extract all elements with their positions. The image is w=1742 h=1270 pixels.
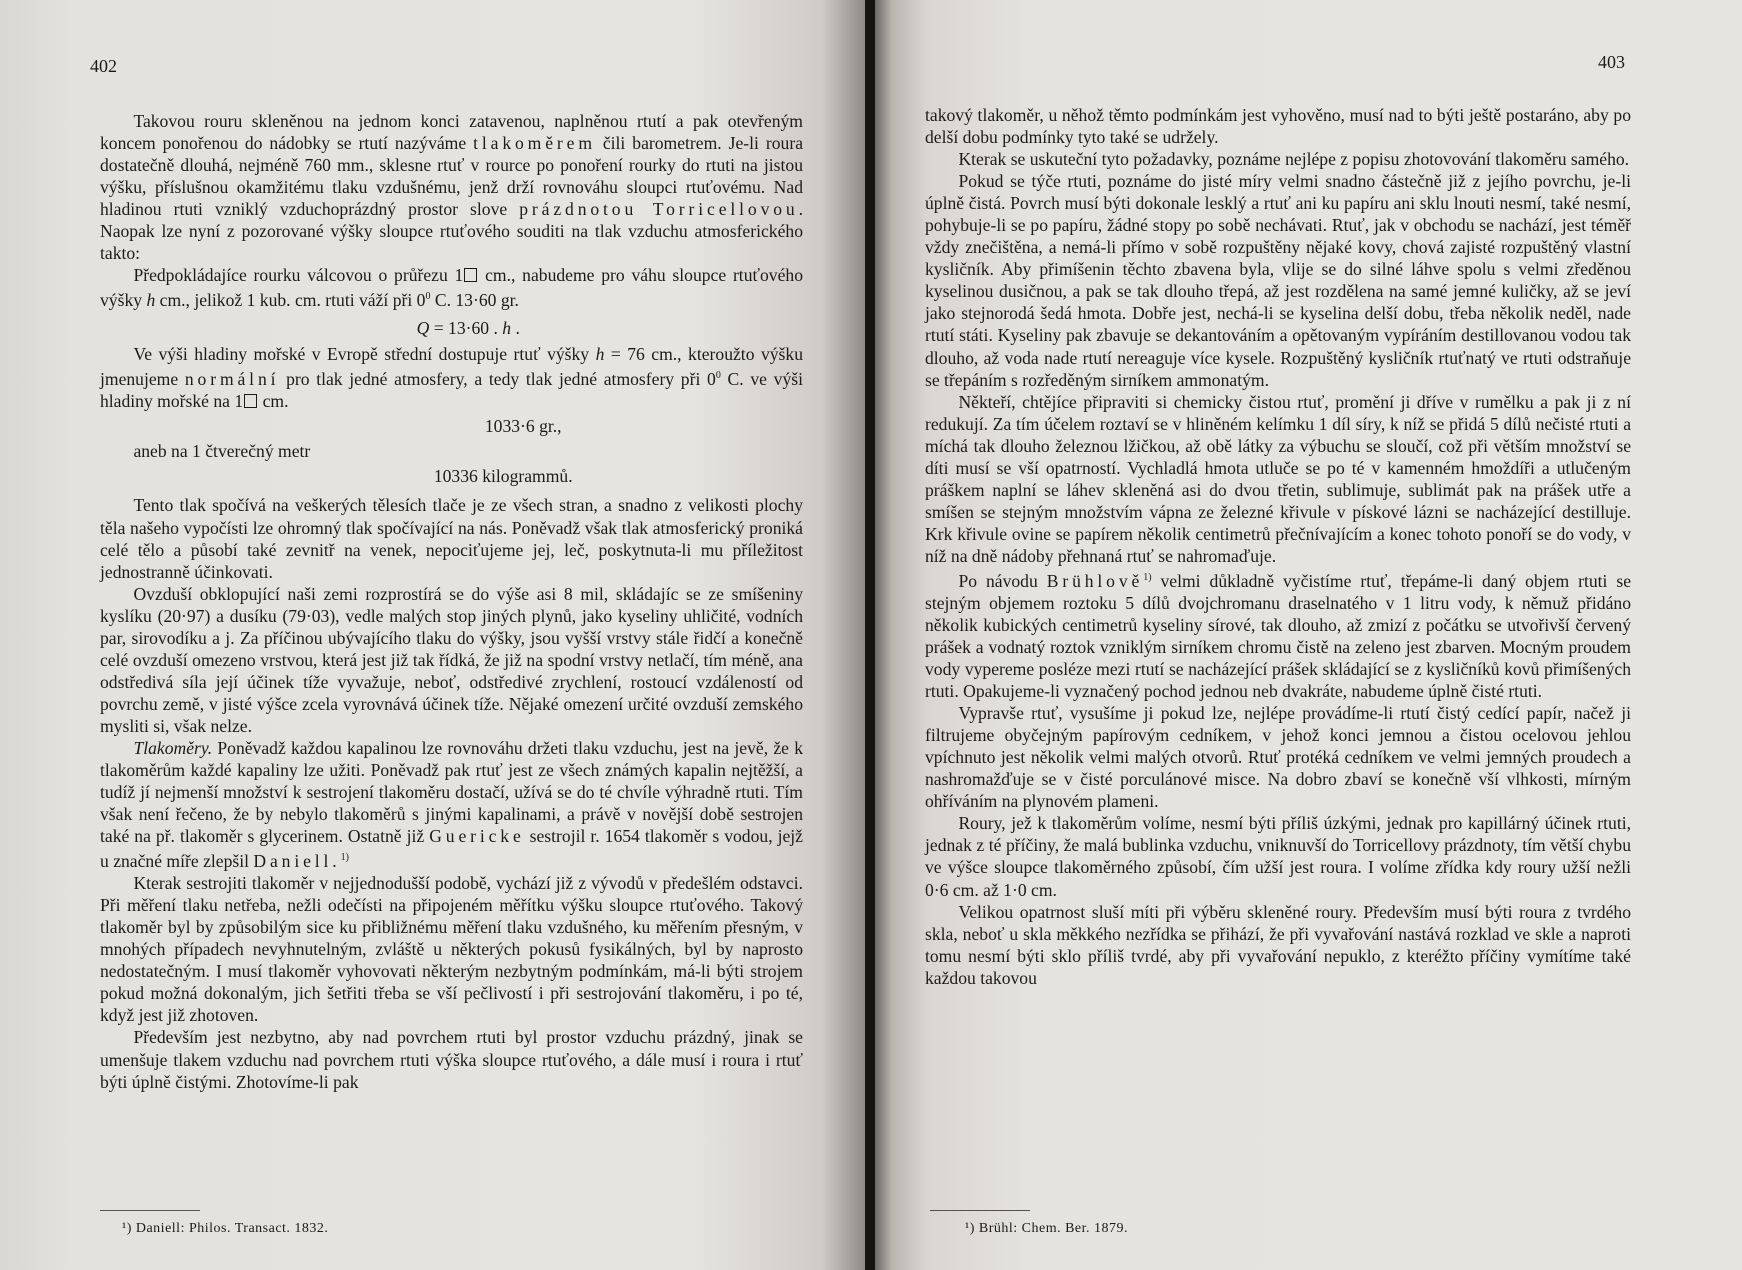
footnote: ¹) Daniell: Philos. Transact. 1832.: [122, 1221, 329, 1236]
paragraph: Velikou opatrnost sluší míti při výběru skleněné roury. Především musí býti roura z tvrdého skla, neboť u skla měkkého nezřídka se přihází, že při vyvařování nastává rozklad ve skle a naproti tomu nesmí býti sklo příliš tvrdé, aby při vyvařování nepuklo, z kteréžto příčiny vymítíme také každou takovou: [925, 901, 1631, 988]
paragraph: Předpokládajíce rourku válcovou o průřezu 1 cm., nabudeme pro váhu sloupce rtuťového výšky h cm., jelikož 1 kub. cm. rtuti váží při $0^0$ C. 13·60 gr.: [100, 265, 804, 311]
paragraph: Někteří, chtějíce připraviti si chemicky čistou rtuť, promění ji dříve v rumělku a pak ji z ní redukují. Za tím účelem roztaví se v hliněném kelímku 1 díl síry, k níž se přidá 5 dílů nečisté rtuti a míchá tak dlouho železnou lžičkou, až obě látky za výbuchu se sloučí, což při větším množství se díti musí se vší opatrností. Vychladlá hmota utluče se po té v kamenném hmoždíři a utlučeným práškem naplní se láhev skleněná asi do dvou třetin, sublimuje, sublimát pak na prášek utře a smíšen se stejným množstvím vápna ze železné křivule v pískové lázni se nacházející destilluje. Krk křivule ovine se papírem několik centimetrů přečnívajícím a konec tohoto ponoří se do vody, v níž na dně nádoby přehnaná rtuť se nahromaďuje.: [925, 391, 1631, 566]
footnote: ¹) Brühl: Chem. Ber. 1879.: [965, 1221, 1129, 1236]
paragraph: Tento tlak spočívá na veškerých tělesích tlače je ze všech stran, a snadno z velikosti plochy těla našeho vypočísti lze ohromný tlak spočívající na nás. Poněvadž však tlak atmosferický proniká celé tělo a působí také zevnitř na venek, nepociťujeme jej, leč, poskytnuta-li mu příležitost jednostranně účinkovati.: [100, 495, 803, 582]
per-metre-text: aneb na 1 čtverečný metr: [133, 441, 311, 462]
paragraph: Především jest nezbytno, aby nad povrchem rtuti byl prostor vzduchu prázdný, jinak se umenšuje tlakem vzduchu nad povrchem rtuti výška sloupce rtuťového, a dále musí i roura i rtuť býti úplně čistými. Zhotovíme-li pak: [100, 1027, 803, 1092]
paragraph: Roury, jež k tlakoměrům volíme, nesmí býti příliš úzkými, jednak pro kapillárný účinek rtuti, jednak z té příčiny, že malá bublinka vzduchu, vniknuvší do Torricellovy prázdnoty, tím větší chybu ve výšce sloupce tlakoměrného způsobí, čím užší jest roura. I volíme zřídka kdy roury užší nežli 0·6 cm. až 1·0 cm.: [925, 813, 1631, 900]
superscript: 1): [1143, 571, 1152, 583]
equation-variable: Q: [416, 318, 430, 339]
spaced-term: Brühlově: [1046, 570, 1144, 591]
paragraph: Tlakoměry. Poněvadž každou kapalinou lze rovnováhu držeti tlaku vzduchu, jest na jevě, že k tlakoměrům každé kapaliny lze užiti. Poněvadž pak rtuť jest ze všech známých kapalin nejtěžší, a tudíž jí nejmenší množství k sestrojení tlakoměru dostačí, užívá se do té chvíle výhradně rtuti. Tím však není řečeno, že by nebylo tlakoměrů s jinými kapalinami, a právě v novější době sestrojen také na př. tlakoměr s glycerinem. Ostatně již Guericke sestrojil r. 1654 tlakoměr s vodou, jejž u značné míře zlepšil Daniell.$^{1)}$: [100, 737, 803, 872]
paragraph: Kterak se uskuteční tyto požadavky, poznáme nejlépe z popisu zhotovování tlakoměru samého.: [958, 149, 1630, 170]
square-symbol: [244, 394, 257, 408]
italic-term: h: [595, 344, 605, 365]
footnote-rule: [100, 1210, 200, 1211]
italic-term: Tlakoměry.: [133, 737, 213, 758]
spaced-term: tlakoměrem: [473, 133, 596, 154]
paragraph: Po návodu Brühlově$^{1)}$ velmi důkladně vyčistíme rtuť, třepáme-li daný objem rtuti se stejným objemem roztoku 5 dílů dvojchromanu draselnatého v 1 litru vody, k němuž přidáno několik kubických centimetrů kyseliny sírové, tak dlouho, až zmizí z počátku se utvořivší červený prášek a vodnatý roztok vzniklým sirníkem chromu čistě na zeleno jest zbarven. Mocným proudem vody vypereme posléze mezi rtutí se nacházející prášek skládající se z kysličníků kovů přimíšených rtuti. Opakujeme-li vyznačený pochod jednou neb dvakráte, nabudeme úplně čisté rtuti.: [925, 570, 1632, 702]
equation: [100, 311, 803, 343]
paragraph: Pokud se týče rtuti, poznáme do jisté míry velmi snadno částečně již z jejího povrchu, je-li úplně čistá. Povrch musí býti dokonale lesklý a rtuť ani ku papíru ani sklu lnouti nesmí, také nesmí, pohybuje-li se po papíru, žádné stopy po sobě nechávati. Rtuť, jak v obchodu se nachází, jest téměř vždy znečištěna, a nemá-li přímo v sobě rozpuštěny nějaké kovy, chová zajisté rozpuštěný vlastní kysličník. Aby přimíšenin těchto zbavena byla, vlije se do silné láhve spolu s velmi zředěnou kyselinou dusičnou, a pak se tak dlouho třepá, až jest rozdělena na samé jemné kuličky, až se jeví jako stejnorodá šedá hmota. Dobře jest, nechá-li se kyselina delší dobu, třeba několik neděl, nade rtutí státi. Kyseliny pak zbavuje se dekantováním a opětovaným vypíráním destillovanou vodou tak dlouho, až voda nade rtutí nereaguje více kysele. Rozpuštěný kysličník rtuťnatý ve rtuti odstraňuje se třepáním s rozředěným sirníkem ammonatým.: [925, 171, 1631, 390]
footnote-rule: [930, 1210, 1030, 1211]
spaced-term: Guericke: [429, 826, 525, 847]
body-text: [100, 110, 803, 1093]
page-number: 403: [1598, 52, 1625, 72]
spaced-term: normální: [184, 369, 280, 390]
body-text: [925, 104, 1631, 989]
paragraph: takový tlakoměr, u něhož těmto podmínkám jest vyhověno, musí nad to býti ještě postaráno, aby po delší dobu podmínky tyto také se udržely.: [925, 105, 1631, 148]
paragraph: Takovou rouru skleněnou na jednom konci zatavenou, naplněnou rtutí a pak otevřeným koncem ponořenou do nádobky se rtutí nazýváme tlakoměrem čili barometrem. Je-li roura dostatečně dlouhá, nejméně 760 mm., sklesne rtuť v rource po ponoření rourky do rtuti na jistou výšku, příslušnou okamžitému tlaku vzdušnému, jenž drží rovnováhu sloupci rtuťovému. Nad hladinou rtuti vzniklý vzduchoprázdný prostor slove prázdnotou Torricellovou. Naopak lze nyní z pozorované výšky sloupce rtuťového souditi na tlak vzduchu atmosferického takto:: [100, 111, 804, 264]
equation-variable: h: [502, 318, 512, 339]
paragraph: Vypravše rtuť, vysušíme ji pokud lze, nejlépe provádíme-li rtutí čistý cedící papír, načež ji filtrujeme obyčejným papírovým cedníkem, v jehož konci jemnou a čistou ocelovou jehlou vpíchnuto jest několik velmi malých otvorů. Rtuť protéká cedníkem ve velmi jemných proudech a nashromažďuje se v čisté porculánové misce. Na dobro zbaví se konečně vší vlhkosti, mírným ohříváním na plynovém plameni.: [925, 703, 1631, 812]
value-kilograms: 10336 kilogrammů.: [433, 466, 573, 487]
superscript: 1): [340, 852, 349, 864]
spaced-term: Daniell.: [253, 851, 341, 872]
superscript: 0: [715, 370, 721, 382]
book-spine: [865, 0, 875, 1270]
paragraph: Ovzduší obklopující naši zemi rozprostírá se do výše asi 8 mil, skládajíc se ze smíšeniny kyslíku (20·97) a dusíku (79·03), vedle malých stop jiných plynů, jako kyseliny uhličité, vodních par, sirovodíku a j. Za příčinou ubývajícího tlaku do výšky, jsou vyšší vrstvy stále řidčí a konečně celé ovzduší omezeno vrstvou, která jest již tak řídká, že již na spodní vrstvy netlačí, tím méně, ana odstředivá síla její účinek tíže vyvažuje, neboť, odstředivé zrychlení, rostoucí vzdáleností od povrchu země, v jisté výšce zcela vyrovnává účinek tíže. Nějaké omezení určité ovzduší zemského mysliti si, však nelze.: [100, 583, 803, 736]
spaced-term: prázdnotou Torricellovou: [519, 199, 799, 220]
equation-text: Q = 13·60 . h .: [416, 318, 520, 339]
page-number: 402: [90, 56, 117, 76]
italic-term: h: [146, 290, 156, 311]
paragraph: Ve výši hladiny mořské v Evropě střední dostupuje rtuť výšky h = 76 cm., kteroužto výšku jmenujeme normální pro tlak jedné atmosfery, a tedy tlak jedné atmosfery při $0^0$ C. ve výši hladiny mořské na 1 cm.: [100, 344, 803, 412]
left-page: [0, 0, 865, 1270]
superscript: 0: [425, 291, 431, 303]
square-symbol: [464, 268, 477, 282]
paragraph: Kterak sestrojiti tlakoměr v nejjednodušší podobě, vychází již z vývodů v předešlém odstavci. Při měření tlaku netřeba, nežli odečísti na připojeném měřítku výšku sloupce rtuťového. Takový tlakoměr byl by způsobilým sice ku přibližnému měření tlaku vzdušného, ku měřením přesným, v mnohých případech nevyhnutelným, zvláště u některých pokusů fysikálných, byl by naprosto nedostatečným. I musí tlakoměr vyhovovati některým nezbytným podmínkám, má-li býti strojem pokud možná dokonalým, jich šetřiti třeba se vší pečlivostí i při sestrojování tlakoměru, i po té, když jest již zhotoven.: [100, 873, 803, 1026]
right-page: [875, 0, 1742, 1270]
value-grams: 1033·6 gr.,: [484, 416, 562, 437]
